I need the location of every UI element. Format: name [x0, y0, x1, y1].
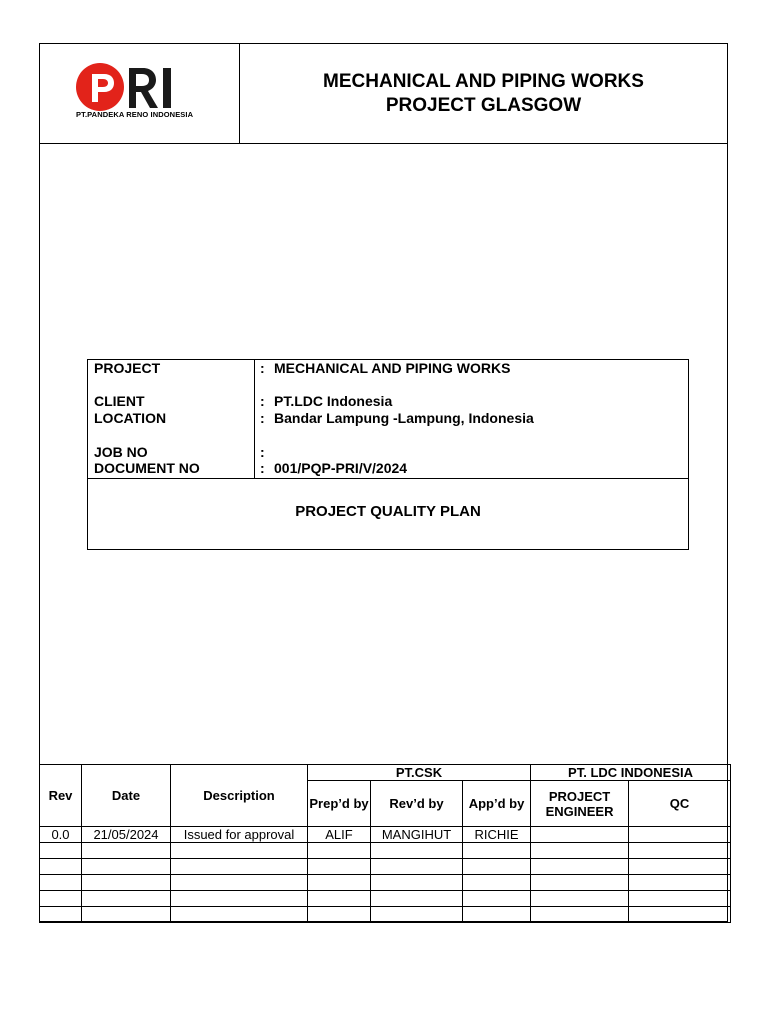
info-colon: : — [260, 393, 265, 409]
cell-qc — [629, 891, 731, 907]
info-label: DOCUMENT NO — [94, 460, 200, 476]
info-row-project — [88, 360, 688, 377]
info-label: LOCATION — [94, 410, 167, 426]
cell-prepared-by — [308, 891, 371, 907]
cell-description — [171, 891, 308, 907]
header-project-engineer: PROJECT ENGINEER — [531, 781, 629, 827]
header-approved-by: App’d by — [463, 781, 531, 827]
info-row-job-no — [88, 444, 688, 461]
cell-reviewed-by: MANGIHUT — [371, 827, 463, 843]
cell-approved-by — [463, 907, 531, 923]
document-type-title: PROJECT QUALITY PLAN — [295, 502, 481, 520]
info-row-location — [88, 410, 688, 427]
info-label: PROJECT — [94, 360, 161, 376]
cell-description: Issued for approval — [171, 827, 308, 843]
document-header — [40, 44, 727, 144]
document-title-line2: PROJECT GLASGOW — [385, 94, 582, 116]
header-group-csk: PT.CSK — [308, 765, 531, 781]
cell-project-engineer — [531, 859, 629, 875]
cell-date — [82, 907, 171, 923]
cell-date — [82, 843, 171, 859]
info-value: Bandar Lampung -Lampung, Indonesia — [274, 410, 534, 426]
info-value: 001/PQP-PRI/V/2024 — [274, 460, 408, 476]
cell-project-engineer — [531, 907, 629, 923]
header-prepared-by: Prep’d by — [308, 781, 371, 827]
cell-qc — [629, 827, 731, 843]
cell-approved-by — [463, 843, 531, 859]
header-reviewed-by: Rev’d by — [371, 781, 463, 827]
table-row — [40, 843, 731, 859]
document-type-cell — [88, 479, 688, 549]
info-value: MECHANICAL AND PIPING WORKS — [274, 360, 511, 376]
cell-qc — [629, 907, 731, 923]
document-title-line1: MECHANICAL AND PIPING WORKS — [323, 70, 644, 92]
cell-date — [82, 875, 171, 891]
cell-reviewed-by — [371, 907, 463, 923]
info-colon: : — [260, 444, 265, 460]
cell-prepared-by — [308, 859, 371, 875]
header-description: Description — [171, 765, 308, 827]
cell-reviewed-by — [371, 891, 463, 907]
cell-reviewed-by — [371, 859, 463, 875]
info-colon: : — [260, 460, 265, 476]
title-cell — [240, 44, 727, 143]
cell-reviewed-by — [371, 843, 463, 859]
info-value: PT.LDC Indonesia — [274, 393, 393, 409]
cell-approved-by — [463, 875, 531, 891]
table-row — [40, 891, 731, 907]
info-colon: : — [260, 360, 265, 376]
cell-description — [171, 843, 308, 859]
cell-date: 21/05/2024 — [82, 827, 171, 843]
document-frame — [39, 43, 728, 922]
info-label: CLIENT — [94, 393, 145, 409]
table-row — [40, 827, 731, 843]
revision-header-row — [40, 765, 731, 781]
cell-project-engineer — [531, 875, 629, 891]
table-row — [40, 907, 731, 923]
cell-prepared-by — [308, 875, 371, 891]
cell-description — [171, 907, 308, 923]
project-info-box — [87, 359, 689, 550]
cell-qc — [629, 859, 731, 875]
cell-approved-by: RICHIE — [463, 827, 531, 843]
info-colon: : — [260, 410, 265, 426]
cell-project-engineer — [531, 891, 629, 907]
project-info-fields — [88, 360, 688, 479]
company-name-under-logo: PT.PANDEKA RENO INDONESIA — [76, 110, 194, 119]
cell-rev — [40, 859, 82, 875]
header-date: Date — [82, 765, 171, 827]
cell-rev: 0.0 — [40, 827, 82, 843]
header-rev: Rev — [40, 765, 82, 827]
cell-date — [82, 891, 171, 907]
cell-prepared-by: ALIF — [308, 827, 371, 843]
info-row-document-no — [88, 460, 688, 477]
cell-prepared-by — [308, 907, 371, 923]
header-group-ldc: PT. LDC INDONESIA — [531, 765, 731, 781]
cell-approved-by — [463, 891, 531, 907]
cell-approved-by — [463, 859, 531, 875]
cell-rev — [40, 875, 82, 891]
table-row — [40, 875, 731, 891]
info-row-client — [88, 393, 688, 410]
logo-cell — [40, 44, 240, 143]
table-row — [40, 859, 731, 875]
company-logo — [73, 62, 193, 112]
cell-qc — [629, 843, 731, 859]
cell-date — [82, 859, 171, 875]
cell-description — [171, 875, 308, 891]
revision-table — [39, 764, 731, 923]
cell-qc — [629, 875, 731, 891]
header-qc: QC — [629, 781, 731, 827]
cell-project-engineer — [531, 843, 629, 859]
cell-project-engineer — [531, 827, 629, 843]
cell-rev — [40, 891, 82, 907]
cell-reviewed-by — [371, 875, 463, 891]
cell-prepared-by — [308, 843, 371, 859]
cell-rev — [40, 907, 82, 923]
cell-rev — [40, 843, 82, 859]
cell-description — [171, 859, 308, 875]
info-label: JOB NO — [94, 444, 148, 460]
